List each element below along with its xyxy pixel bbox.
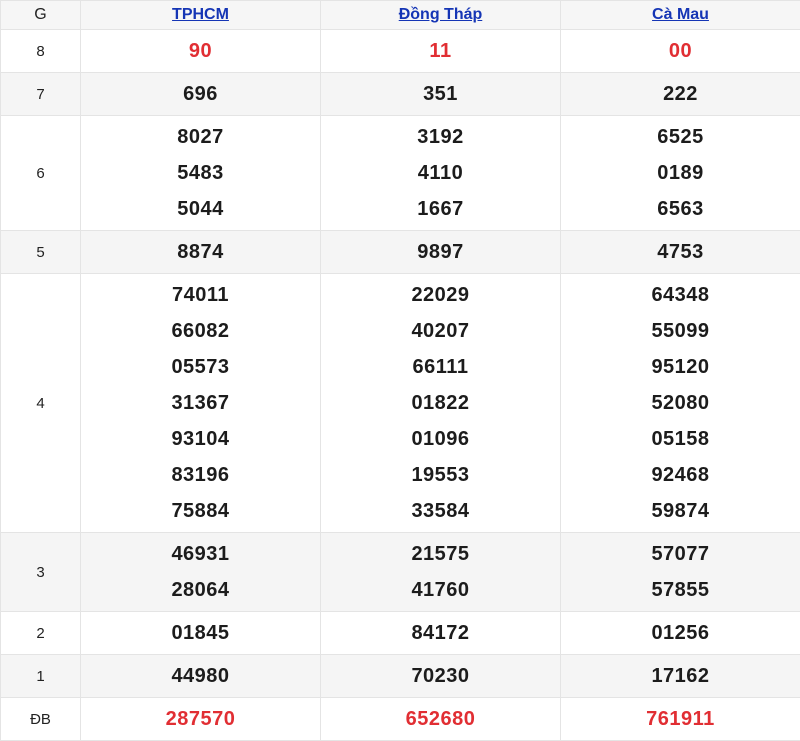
prize-number: 93104 (81, 421, 320, 457)
prize-numbers-cell (321, 73, 561, 116)
prize-number: 222 (561, 76, 800, 112)
prize-number: 9897 (321, 234, 560, 270)
prize-number: 01256 (561, 615, 800, 651)
prize-number: 57855 (561, 572, 800, 608)
prize-tier-label: 7 (1, 73, 81, 116)
prize-tier-label: 8 (1, 30, 81, 73)
prize-number: 40207 (321, 313, 560, 349)
prize-number: 696 (81, 76, 320, 112)
results-body (1, 30, 800, 741)
prize-number: 31367 (81, 385, 320, 421)
prize-tier-label: 2 (1, 612, 81, 655)
province-link-ca-mau[interactable]: Cà Mau (652, 6, 709, 23)
prize-numbers-cell (81, 73, 321, 116)
prize-number: 5483 (81, 155, 320, 191)
prize-number: 28064 (81, 572, 320, 608)
prize-number: 8027 (81, 119, 320, 155)
prize-numbers-cell (561, 30, 800, 73)
prize-number: 17162 (561, 658, 800, 694)
prize-number: 64348 (561, 277, 800, 313)
prize-numbers-cell (561, 612, 800, 655)
prize-row-1 (1, 655, 800, 698)
prize-numbers-cell (81, 231, 321, 274)
prize-numbers-cell (81, 655, 321, 698)
prize-numbers-cell (321, 655, 561, 698)
prize-numbers-cell (321, 533, 561, 612)
prize-number: 84172 (321, 615, 560, 651)
prize-number: 1667 (321, 191, 560, 227)
prize-numbers-cell (81, 30, 321, 73)
prize-row-ĐB (1, 698, 800, 741)
province-link-tphcm[interactable]: TPHCM (172, 6, 229, 23)
prize-number: 66082 (81, 313, 320, 349)
prize-number: 05158 (561, 421, 800, 457)
province-link-dong-thap[interactable]: Đồng Tháp (399, 6, 483, 23)
prize-numbers-cell (561, 698, 800, 741)
prize-row-6 (1, 116, 800, 231)
prize-number: 11 (321, 33, 560, 69)
prize-number: 44980 (81, 658, 320, 694)
prize-tier-label: 6 (1, 116, 81, 231)
prize-number: 95120 (561, 349, 800, 385)
prize-numbers-cell (81, 116, 321, 231)
prize-row-5 (1, 231, 800, 274)
prize-numbers-cell (321, 231, 561, 274)
prize-tier-label: 5 (1, 231, 81, 274)
province-header-dong-thap (321, 1, 561, 30)
prize-number: 33584 (321, 493, 560, 529)
prize-row-7 (1, 73, 800, 116)
prize-number: 4753 (561, 234, 800, 270)
prize-numbers-cell (81, 612, 321, 655)
prize-number: 01845 (81, 615, 320, 651)
prize-number: 351 (321, 76, 560, 112)
prize-number: 55099 (561, 313, 800, 349)
prize-numbers-cell (561, 73, 800, 116)
prize-number: 287570 (81, 701, 320, 737)
prize-tier-label: 1 (1, 655, 81, 698)
prize-number: 5044 (81, 191, 320, 227)
prize-number: 0189 (561, 155, 800, 191)
prize-number: 761911 (561, 701, 800, 737)
prize-numbers-cell (321, 612, 561, 655)
province-header-tphcm (81, 1, 321, 30)
prize-numbers-cell (81, 533, 321, 612)
prize-numbers-cell (81, 274, 321, 533)
prize-number: 57077 (561, 536, 800, 572)
prize-number: 01822 (321, 385, 560, 421)
prize-tier-label: ĐB (1, 698, 81, 741)
prize-number: 46931 (81, 536, 320, 572)
prize-numbers-cell (321, 698, 561, 741)
prize-numbers-cell (561, 274, 800, 533)
table-header (1, 1, 800, 30)
prize-numbers-cell (561, 655, 800, 698)
prize-number: 6563 (561, 191, 800, 227)
prize-number: 6525 (561, 119, 800, 155)
prize-number: 3192 (321, 119, 560, 155)
prize-number: 22029 (321, 277, 560, 313)
prize-row-8 (1, 30, 800, 73)
prize-numbers-cell (321, 274, 561, 533)
prize-number: 05573 (81, 349, 320, 385)
prize-number: 21575 (321, 536, 560, 572)
prize-numbers-cell (561, 231, 800, 274)
prize-row-2 (1, 612, 800, 655)
prize-number: 92468 (561, 457, 800, 493)
prize-column-header: G (1, 1, 81, 30)
prize-numbers-cell (561, 533, 800, 612)
prize-number: 59874 (561, 493, 800, 529)
prize-number: 00 (561, 33, 800, 69)
prize-number: 70230 (321, 658, 560, 694)
prize-number: 01096 (321, 421, 560, 457)
prize-number: 90 (81, 33, 320, 69)
header-row (1, 1, 800, 30)
prize-number: 66111 (321, 349, 560, 385)
prize-numbers-cell (321, 30, 561, 73)
prize-numbers-cell (561, 116, 800, 231)
prize-row-4 (1, 274, 800, 533)
province-header-ca-mau (561, 1, 800, 30)
prize-number: 8874 (81, 234, 320, 270)
prize-number: 4110 (321, 155, 560, 191)
prize-tier-label: 3 (1, 533, 81, 612)
prize-number: 652680 (321, 701, 560, 737)
prize-number: 74011 (81, 277, 320, 313)
prize-number: 83196 (81, 457, 320, 493)
prize-number: 19553 (321, 457, 560, 493)
prize-tier-label: 4 (1, 274, 81, 533)
prize-number: 52080 (561, 385, 800, 421)
prize-row-3 (1, 533, 800, 612)
prize-numbers-cell (81, 698, 321, 741)
prize-number: 41760 (321, 572, 560, 608)
prize-number: 75884 (81, 493, 320, 529)
prize-numbers-cell (321, 116, 561, 231)
